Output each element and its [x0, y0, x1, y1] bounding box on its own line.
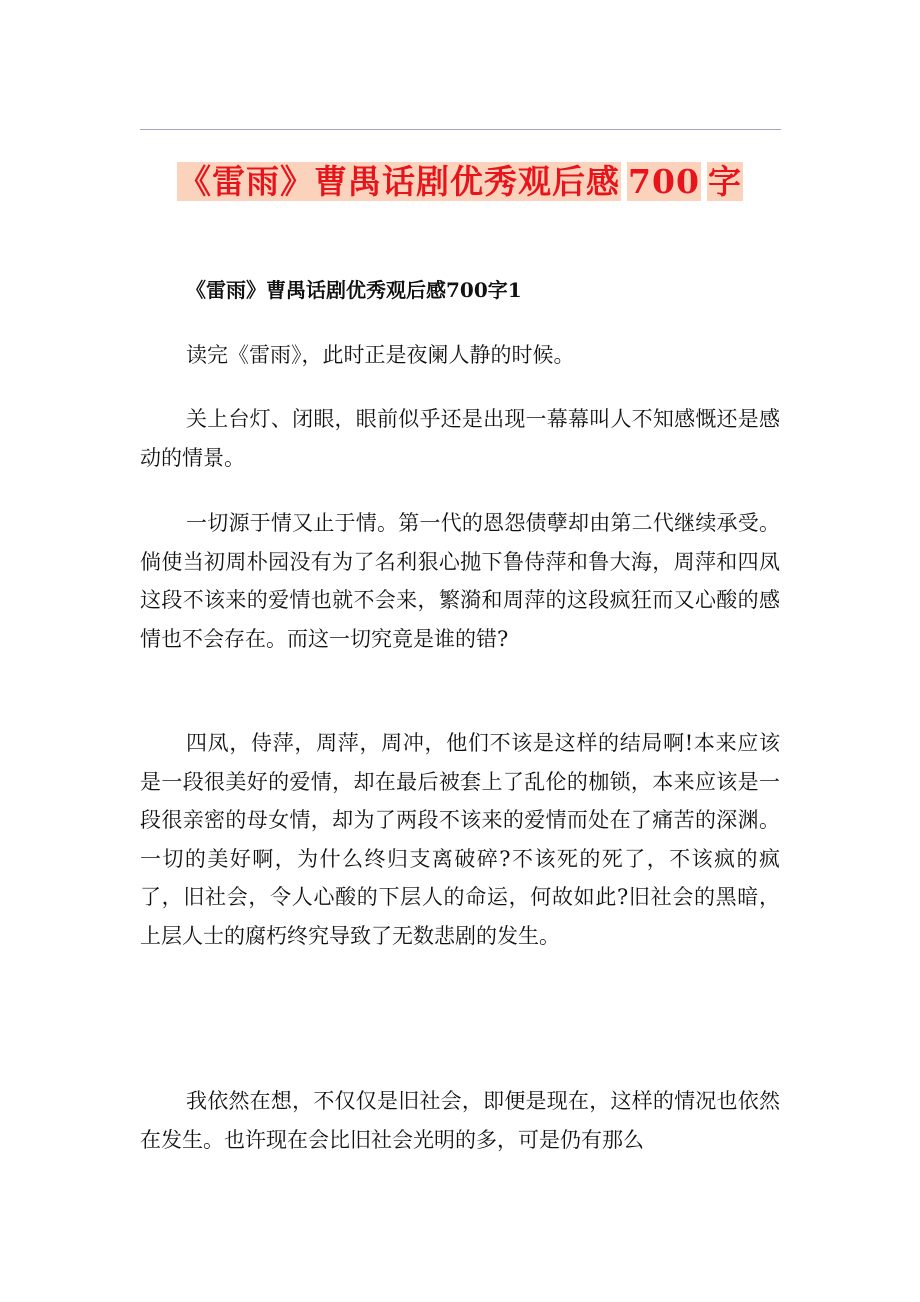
- section-heading: 《雷雨》曹禺话剧优秀观后感700字1: [186, 278, 522, 302]
- title-number: 700: [628, 162, 700, 201]
- paragraph-4: 四凤，侍萍，周萍，周冲，他们不该是这样的结局啊!本来应该是一段很美好的爱情，却在最后被套上了乱伦的枷锁，本来应该是一段很亲密的母女情，却为了两段不该来的爱情而处在了痛苦的深渊。一切的美好啊，为什么终归支离破碎?不该死的死了，不该疯的疯了，旧社会，令人心酸的下层人的命运，何故如此?旧社会的黑暗，上层人士的腐朽终究导致了无数悲剧的发生。: [140, 731, 780, 948]
- title-container: [0, 160, 920, 204]
- title-main: 《雷雨》曹禺话剧优秀观后感: [178, 162, 621, 201]
- paragraph-1: 读完《雷雨》，此时正是夜阑人静的时候。: [186, 343, 575, 367]
- document-title: [177, 160, 743, 204]
- title-suffix: 字: [707, 162, 742, 201]
- header-rule: [140, 129, 781, 130]
- paragraph-3: 一切源于情又止于情。第一代的恩怨债孽却由第二代继续承受。倘使当初周朴园没有为了名利狠心抛下鲁侍萍和鲁大海，周萍和四凤这段不该来的爱情也就不会来，繁漪和周萍的这段疯狂而又心酸的感情也不会存在。而这一切究竟是谁的错?: [140, 511, 780, 651]
- paragraph-5: 我依然在想，不仅仅是旧社会，即便是现在，这样的情况也依然在发生。也许现在会比旧社会光明的多，可是仍有那么: [140, 1089, 780, 1152]
- paragraph-2: 关上台灯、闭眼，眼前似乎还是出现一幕幕叫人不知感慨还是感动的情景。: [140, 407, 780, 470]
